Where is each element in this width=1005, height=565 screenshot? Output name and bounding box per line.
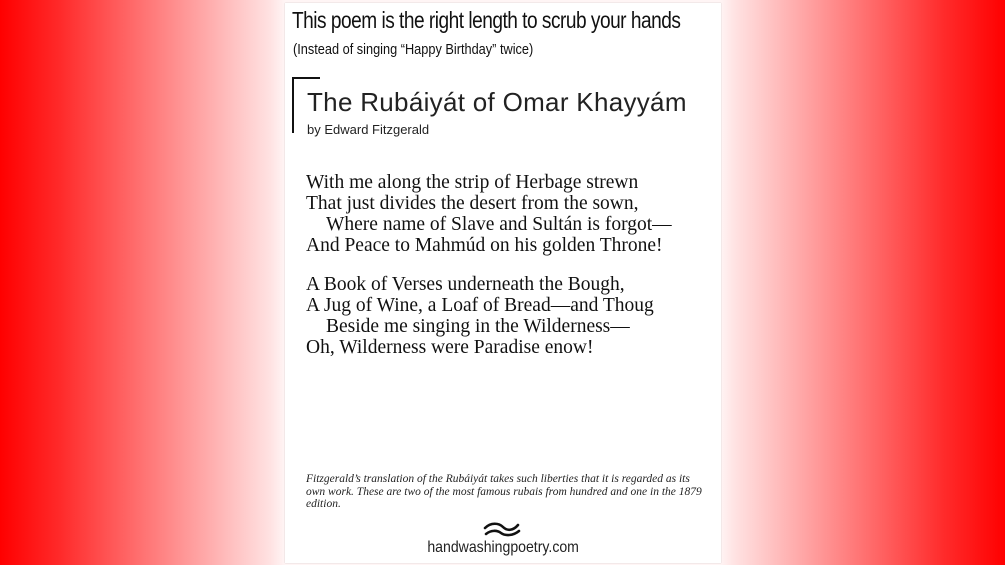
stanza-2	[306, 274, 654, 358]
stanza-line: A Jug of Wine, a Loaf of Bread—and Thoug	[306, 295, 654, 316]
stanza-line: And Peace to Mahmúd on his golden Throne!	[306, 235, 663, 256]
stanza-line: Oh, Wilderness were Paradise enow!	[306, 337, 594, 358]
stanza-line: Where name of Slave and Sultán is forgot—	[326, 214, 672, 235]
poem-author: by Edward Fitzgerald	[307, 122, 430, 137]
website-label: handwashingpoetry.com	[427, 539, 579, 556]
stanza-1	[306, 172, 672, 256]
stanza-line: Beside me singing in the Wilderness—	[326, 316, 630, 337]
flourish-ornament-icon	[482, 522, 522, 538]
subheadline: (Instead of singing “Happy Birthday” twice)	[293, 41, 534, 58]
stanza-line: With me along the strip of Herbage strewn	[306, 172, 639, 193]
poem-card	[285, 3, 721, 563]
headline: This poem is the right length to scrub your hands	[292, 7, 681, 33]
website-link[interactable]	[285, 539, 721, 557]
translation-note: Fitzgerald’s translation of the Rubáiyát takes such liberties that it is regarded as its own work. These are two of the most famous rubais from hundred and one in the 1879 edition.	[306, 473, 702, 510]
poem-title: The Rubáiyát of Omar Khayyám	[307, 87, 687, 117]
stanza-line: That just divides the desert from the sown,	[306, 193, 639, 214]
stanza-line: A Book of Verses underneath the Bough,	[306, 274, 625, 295]
